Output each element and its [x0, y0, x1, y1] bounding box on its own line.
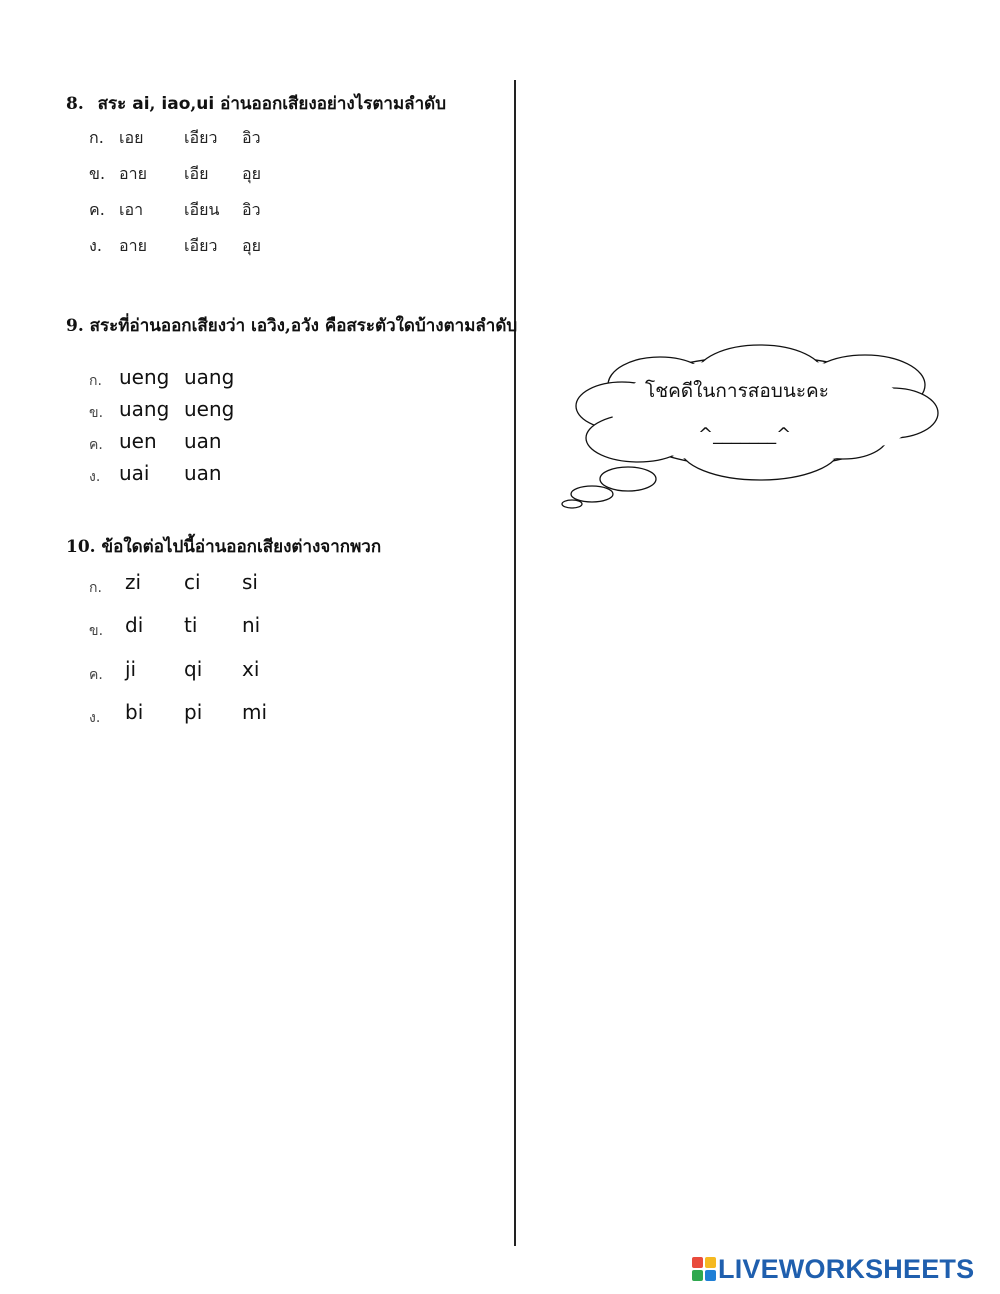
option-label: ก.	[89, 373, 102, 389]
option-label: ง.	[89, 710, 101, 726]
option-text-3: xi	[242, 657, 260, 681]
option-text-2: ci	[184, 570, 201, 594]
option-text-3: อุย	[242, 236, 261, 255]
liveworksheets-logo-icon	[692, 1257, 716, 1281]
brand-logo[interactable]	[692, 1254, 974, 1284]
brand-name: LIVEWORKSHEETS	[718, 1253, 975, 1284]
option-text-2: qi	[184, 657, 203, 681]
option-text-1: zi	[125, 570, 142, 594]
option-text-1: uang	[119, 397, 170, 421]
option-label: ง.	[89, 236, 102, 255]
option-label: ค.	[89, 667, 103, 683]
option-label: ข.	[89, 405, 104, 421]
option-text-1: อาย	[119, 236, 147, 255]
question-8-title	[66, 90, 446, 117]
option-text-2: เอีย	[184, 164, 209, 183]
option-text-1: uen	[119, 429, 157, 453]
vowel-ai: ai	[132, 94, 150, 114]
option-label: ค.	[89, 437, 103, 453]
option-text-3: si	[242, 570, 258, 594]
option-text-2: เอียน	[184, 200, 220, 219]
option-text-2: uan	[184, 429, 222, 453]
option-text-2: uan	[184, 461, 222, 485]
comma-1: ,	[149, 94, 156, 114]
option-text-1: เอา	[119, 200, 144, 219]
question-8-suffix: อ่านออกเสียงอย่างไรตามลำดับ	[220, 94, 446, 114]
option-label: ค.	[89, 200, 105, 219]
option-label: ก.	[89, 580, 102, 596]
question-8-number: 8.	[66, 94, 84, 114]
option-text-1: เอย	[119, 128, 144, 147]
option-text-2: ti	[184, 613, 198, 637]
vowel-iao: iao	[161, 94, 191, 114]
option-text-3: mi	[242, 700, 268, 724]
question-9-title: 9. สระที่อ่านออกเสียงว่า เอวิง,อวัง คือสระตัวใดบ้างตามลำดับ	[66, 316, 518, 336]
option-text-3: อิว	[242, 128, 261, 147]
option-text-3: ni	[242, 613, 261, 637]
option-text-1: ueng	[119, 365, 170, 389]
bubble-emoticon: ^_______^	[698, 424, 792, 445]
option-text-2: uang	[184, 365, 235, 389]
question-10-title: 10. ข้อใดต่อไปนี้อ่านออกเสียงต่างจากพวก	[66, 537, 382, 557]
vowel-ui: ui	[196, 94, 215, 114]
option-text-2: ueng	[184, 397, 235, 421]
column-divider	[514, 80, 516, 1246]
option-label: ก.	[89, 128, 104, 147]
option-text-1: bi	[125, 700, 144, 724]
option-text-3: อุย	[242, 164, 261, 183]
option-text-2: เอียว	[184, 236, 218, 255]
option-label: ง.	[89, 469, 101, 485]
option-text-1: อาย	[119, 164, 147, 183]
question-8-prefix: สระ	[97, 94, 127, 114]
comma-2: ,	[190, 94, 197, 114]
option-text-1: di	[125, 613, 144, 637]
option-text-2: pi	[184, 700, 203, 724]
option-text-1: uai	[119, 461, 150, 485]
option-label: ข.	[89, 164, 106, 183]
option-text-2: เอียว	[184, 128, 218, 147]
option-label: ข.	[89, 623, 104, 639]
option-text-1: ji	[125, 657, 137, 681]
bubble-message: โชคดีในการสอบนะคะ	[645, 380, 829, 402]
option-text-3: อิว	[242, 200, 261, 219]
